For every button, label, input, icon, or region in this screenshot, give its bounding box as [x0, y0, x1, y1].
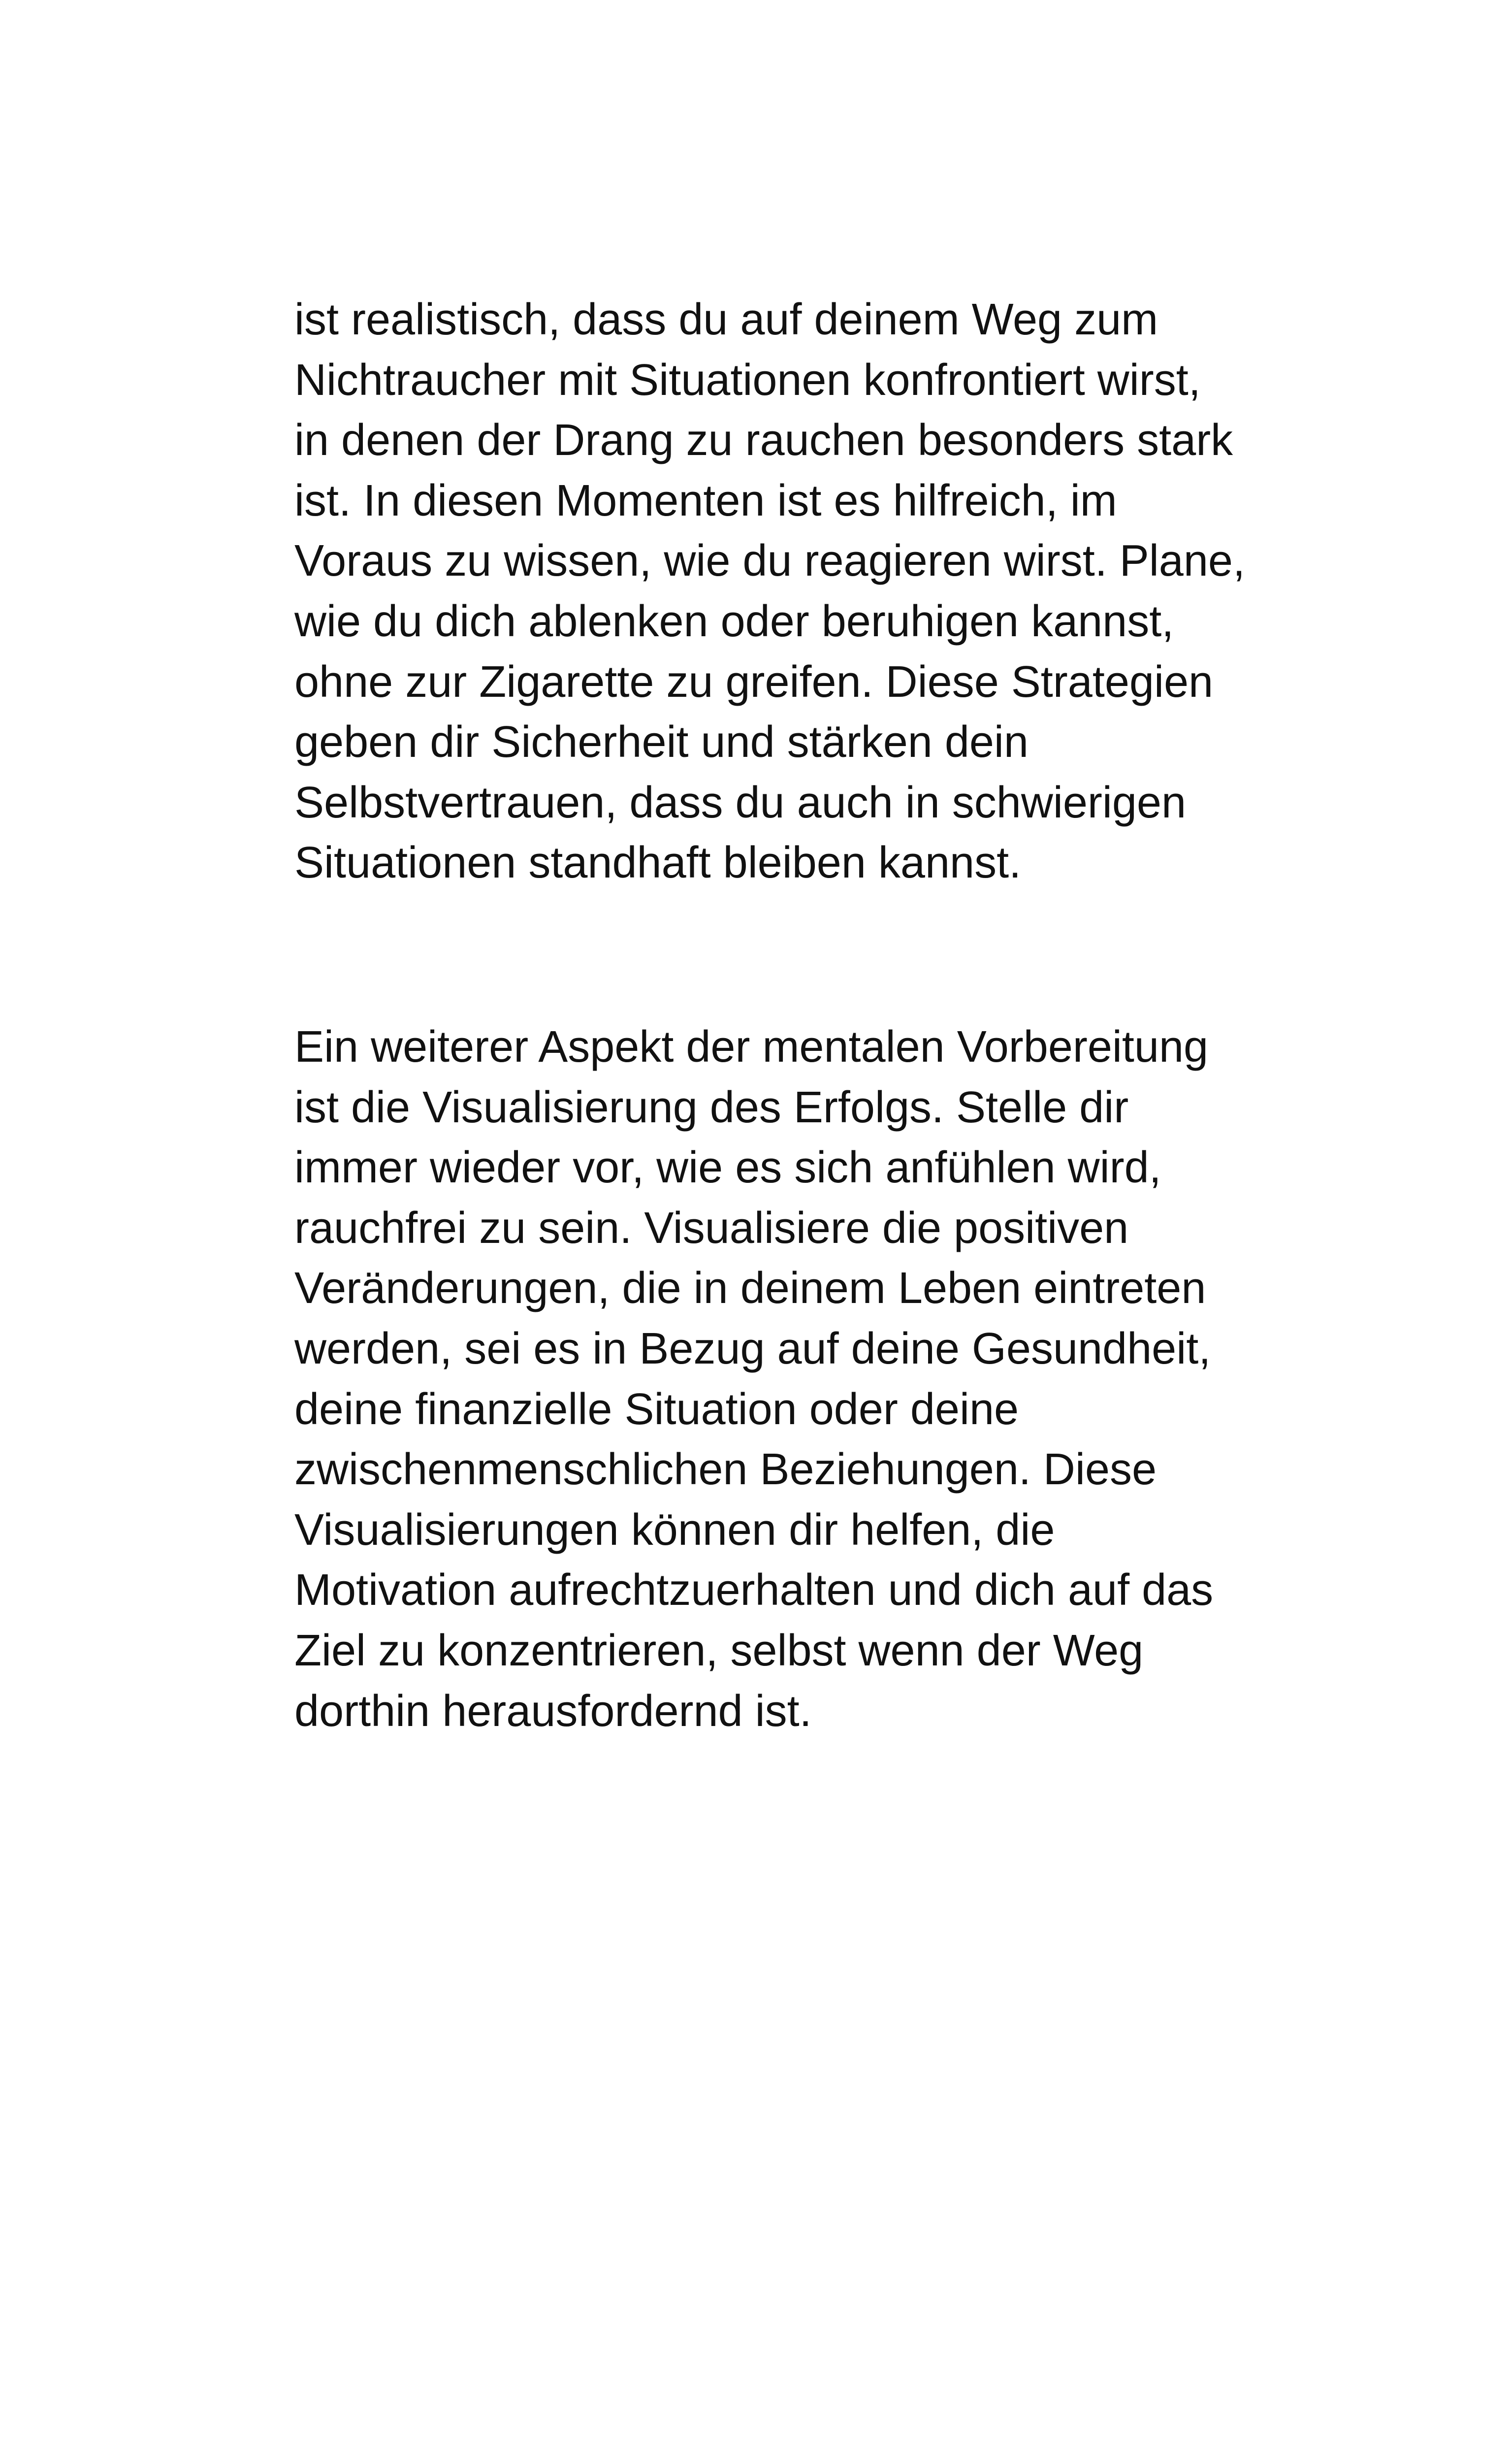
- text-line: in denen der Drang zu rauchen besonders stark: [294, 416, 1233, 465]
- text-line: ohne zur Zigarette zu greifen. Diese Strategien: [294, 657, 1214, 707]
- paragraph-strategies: [294, 290, 1279, 893]
- text-line: Veränderungen, die in deinem Leben eintreten: [294, 1264, 1206, 1313]
- text-line: zwischenmenschlichen Beziehungen. Diese: [294, 1445, 1157, 1495]
- text-line: Visualisierungen können dir helfen, die: [294, 1505, 1055, 1555]
- text-line: Situationen standhaft bleiben kannst.: [294, 838, 1022, 888]
- text-line: dorthin herausfordernd ist.: [294, 1686, 812, 1736]
- text-line: Voraus zu wissen, wie du reagieren wirst. Plane,: [294, 536, 1245, 586]
- text-line: Motivation aufrechtzuerhalten und dich auf das: [294, 1565, 1214, 1615]
- text-line: ist realistisch, dass du auf deinem Weg zum: [294, 295, 1158, 344]
- text-line: ist. In diesen Momenten ist es hilfreich, im: [294, 476, 1117, 525]
- paragraph-visualization: [294, 1017, 1279, 1741]
- text-line: geben dir Sicherheit und stärken dein: [294, 717, 1029, 767]
- text-line: rauchfrei zu sein. Visualisiere die positiven: [294, 1203, 1129, 1253]
- text-line: Ziel zu konzentrieren, selbst wenn der Weg: [294, 1626, 1144, 1675]
- text-line: Nichtraucher mit Situationen konfrontiert wirst,: [294, 355, 1201, 405]
- text-line: wie du dich ablenken oder beruhigen kannst,: [294, 596, 1174, 646]
- text-line: deine finanzielle Situation oder deine: [294, 1384, 1019, 1434]
- text-line: ist die Visualisierung des Erfolgs. Stelle dir: [294, 1082, 1129, 1132]
- text-line: Selbstvertrauen, dass du auch in schwierigen: [294, 778, 1187, 827]
- text-line: werden, sei es in Bezug auf deine Gesundheit,: [294, 1324, 1211, 1373]
- text-line: immer wieder vor, wie es sich anfühlen wird,: [294, 1143, 1161, 1193]
- text-line: Ein weiterer Aspekt der mentalen Vorbereitung: [294, 1022, 1209, 1072]
